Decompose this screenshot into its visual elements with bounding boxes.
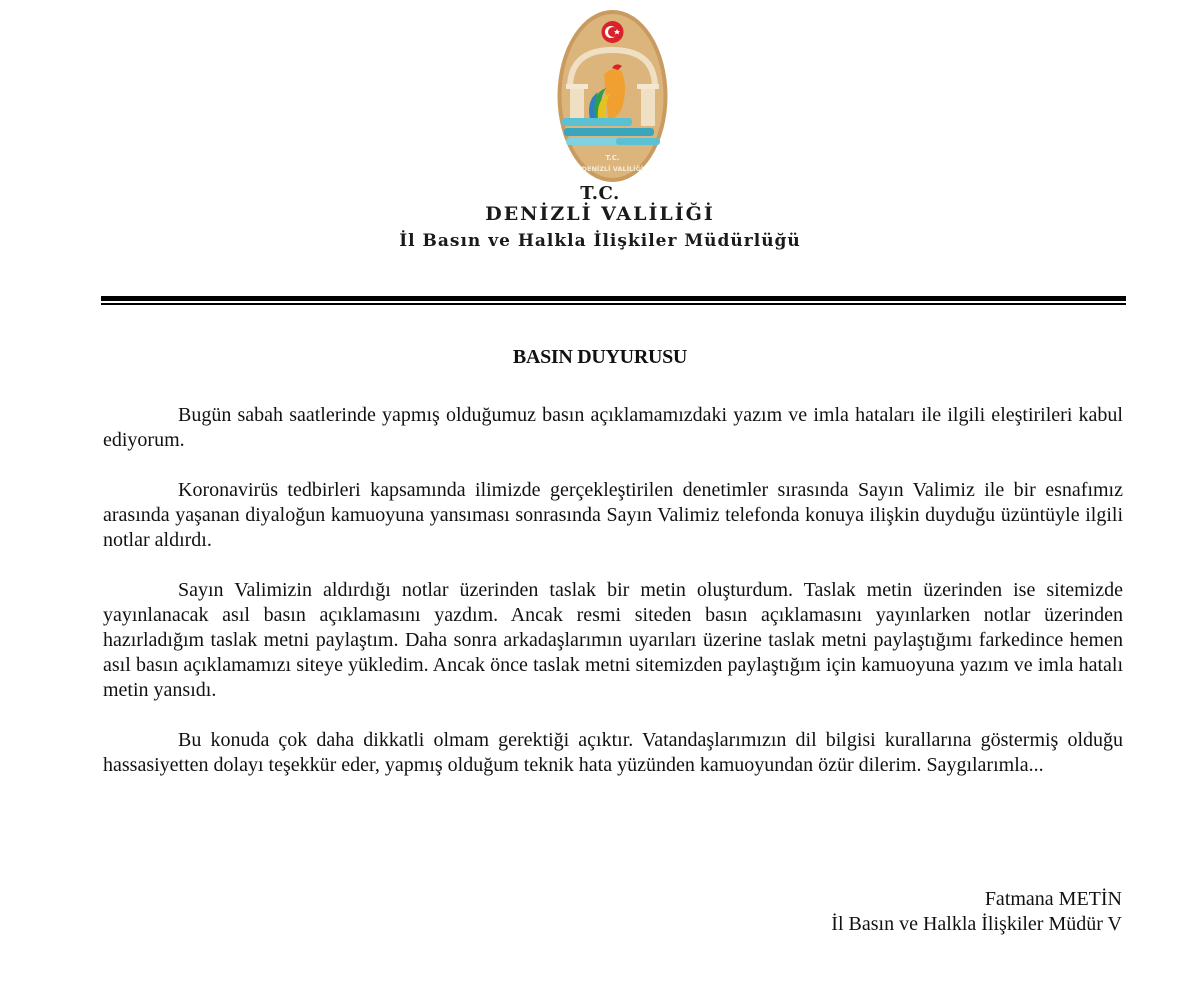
paragraph-2: Koronavirüs tedbirleri kapsamında ilimizde gerçekleştirilen denetimler sırasında Sayın Valimiz ile bir esnafımız arasında yaşanan diyaloğun kamuoyuna yansıması sonrasında Sayın Valimiz telefonda konuya ilişkin duyduğu üzüntüyle ilgili notlar aldırdı. [103, 479, 1123, 551]
signature-name: Fatmana METİN [984, 888, 1122, 910]
letterhead-department: İl Basın ve Halkla İlişkiler Müdürlüğü [399, 231, 801, 251]
signature-position: İl Basın ve Halkla İlişkiler Müdür V [831, 913, 1122, 935]
signature-block [831, 887, 1122, 937]
letterhead-institution: DENİZLİ VALİLİĞİ [485, 203, 715, 225]
paragraph-1: Bugün sabah saatlerinde yapmış olduğumuz basın açıklamamızdaki yazım ve imla hataları ile ilgili eleştirileri kabul ediyorum. [103, 404, 1123, 451]
svg-text:T.C.: T.C. [605, 154, 620, 162]
header-divider-thin [101, 303, 1126, 305]
document-title: BASIN DUYURUSU [512, 346, 688, 368]
paragraph-3: Sayın Valimizin aldırdığı notlar üzerinden taslak bir metin oluşturdum. Taslak metin üzerinden ise sitemizde yayınlanacak asıl basın açıklamasını yazdım. Ancak resmi siteden basın açıklamasını yayınlarken notlar üzerinden hazırladığım taslak metni paylaştım. Daha sonra arkadaşlarımın uyarıları üzerine taslak metni paylaştığımı farkedince hemen asıl basın açıklamamızı siteye yükledim. Ancak önce taslak metni sitemizden paylaştığım için kamuoyuna yazım ve imla hatalı metin yansıdı. [103, 579, 1123, 701]
paragraph-4: Bu konuda çok daha dikkatli olmam gerektiği açıktır. Vatandaşlarımızın dil bilgisi kurallarına göstermiş olduğu hassasiyetten dolayı teşekkür eder, yapmış olduğum teknik hata yüzünden kamuoyundan özür dilerim. Saygılarımla... [103, 729, 1123, 776]
header-divider-thick [101, 296, 1126, 301]
denizli-governorship-emblem-icon [556, 8, 669, 184]
document-body [103, 403, 1123, 803]
svg-text:DENİZLİ VALİLİĞİ: DENİZLİ VALİLİĞİ [581, 165, 644, 173]
letterhead-tc: T.C. [580, 183, 620, 204]
